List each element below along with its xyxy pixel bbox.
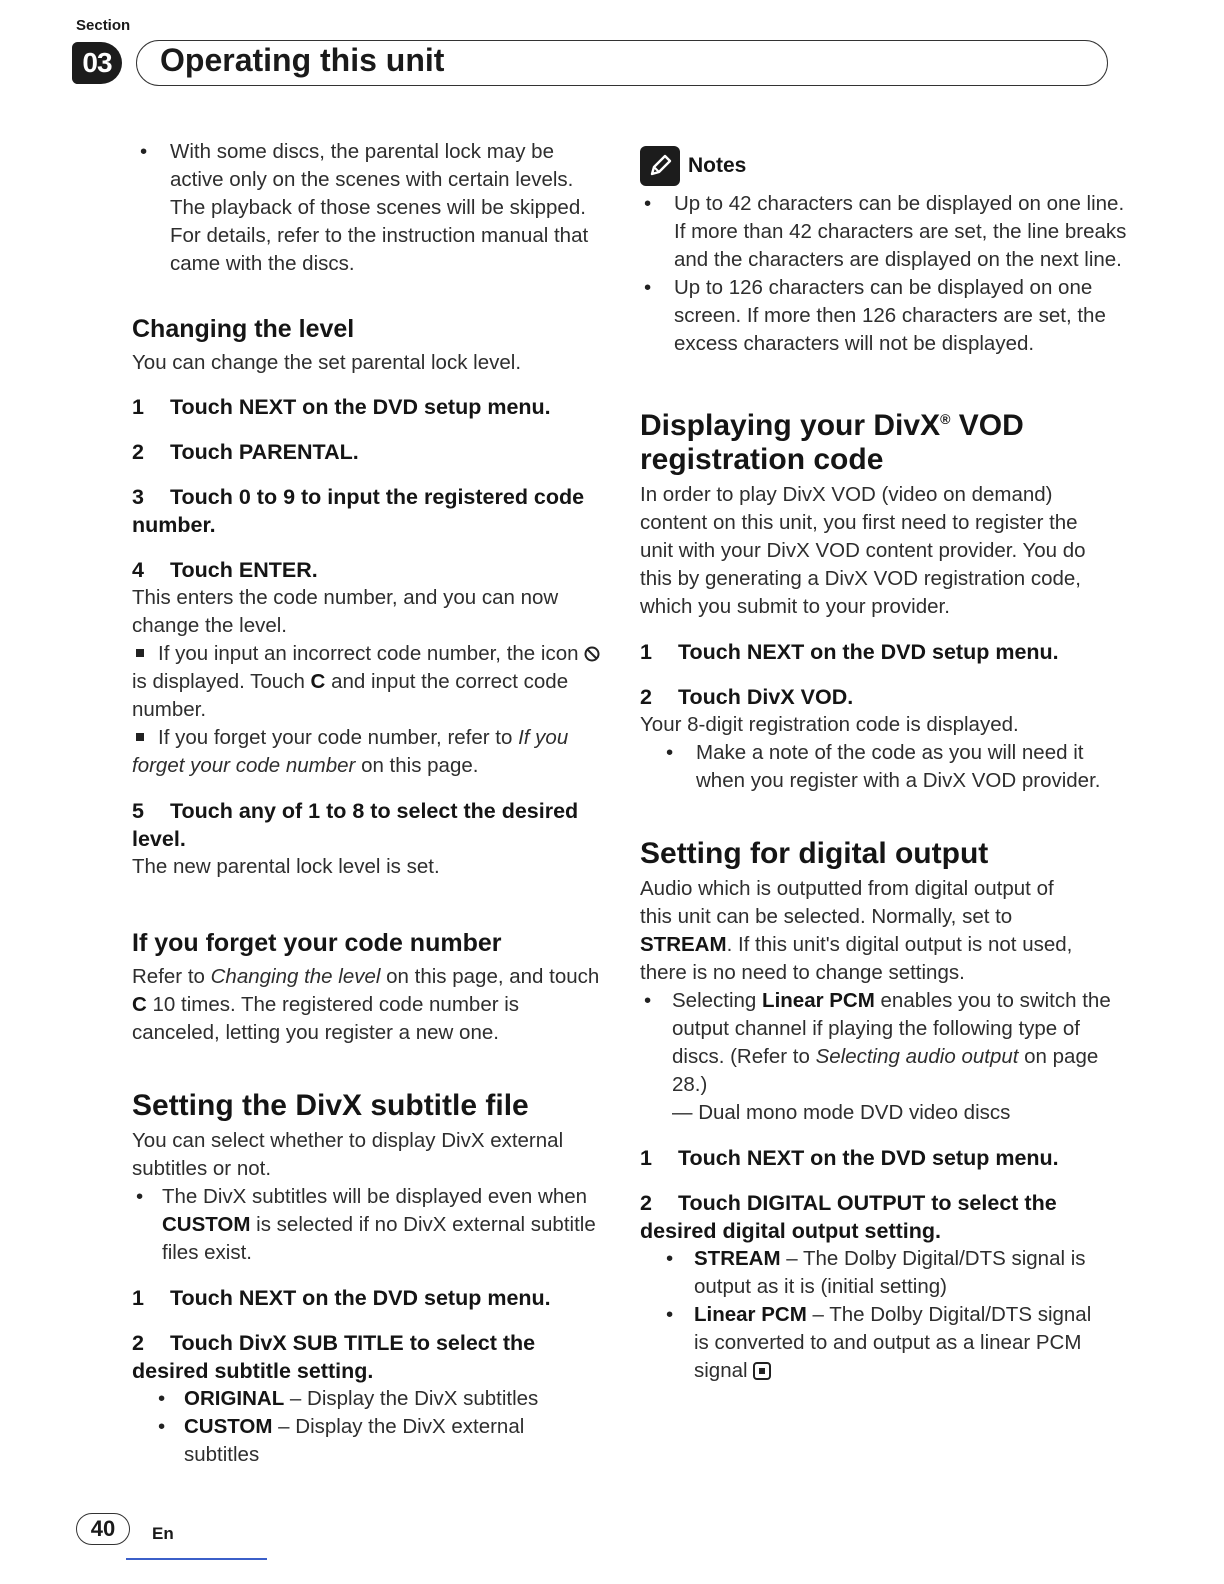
changing-level-step-3 — [132, 483, 602, 539]
step-number: 5 — [132, 799, 144, 823]
divx-vod-heading: Displaying your DivX® VOD registration code — [640, 409, 1024, 476]
divx-vod-step-1 — [640, 638, 1110, 666]
changing-level-heading: Changing the level — [132, 315, 355, 343]
subtitle-step-2 — [132, 1329, 602, 1385]
digital-output-step-2 — [640, 1189, 1106, 1245]
subtitle-bullet: • The DivX subtitles will be displayed even when CUSTOM is selected if no DivX external subtitle files exist. — [132, 1183, 602, 1267]
pencil-note-icon — [640, 146, 680, 186]
digital-option-stream: • STREAM – The Dolby Digital/DTS signal is output as it is (initial setting) — [640, 1245, 1094, 1301]
divx-vod-step-2 — [640, 683, 1110, 711]
note-2: • Up to 126 characters can be displayed on one screen. If more then 126 characters are set, the excess characters will not be displayed. — [640, 274, 1134, 358]
step-number: 1 — [132, 1286, 144, 1310]
language-code: En — [152, 1524, 174, 1543]
digital-output-heading: Setting for digital output — [640, 837, 989, 870]
changing-level-desc: You can change the set parental lock level. — [132, 351, 522, 374]
square-bullet-icon — [136, 649, 144, 657]
intro-bullet: • With some discs, the parental lock may be active only on the scenes with certain levels. The playback of those scenes will be skipped. For details, refer to the instruction manual that came with the discs. — [136, 138, 610, 278]
step-text: Touch NEXT on the DVD setup menu. — [170, 1286, 551, 1310]
forget-code-heading: If you forget your code number — [132, 929, 502, 957]
step-number: 2 — [132, 440, 144, 464]
digital-output-dash-item: — Dual mono mode DVD video discs — [672, 1101, 1011, 1124]
step-number: 2 — [640, 685, 652, 709]
step-number: 4 — [132, 558, 144, 582]
subtitle-option-original: • ORIGINAL – Display the DivX subtitles — [132, 1385, 602, 1413]
step-number: 2 — [640, 1191, 652, 1215]
subtitle-desc: You can select whether to display DivX external subtitles or not. — [132, 1129, 564, 1180]
changing-level-step-1 — [132, 393, 602, 421]
cross-reference: Changing the level — [210, 965, 381, 988]
prohibited-icon — [584, 646, 600, 662]
end-of-section-icon — [753, 1362, 771, 1380]
incorrect-code-note: If you input an incorrect code number, the icon is displayed. Touch C and input the correct code number. — [132, 640, 602, 724]
step-text: Touch DivX VOD. — [678, 685, 854, 709]
section-label: Section — [76, 17, 131, 34]
digital-output-bullet: • Selecting Linear PCM enables you to switch the output channel if playing the following type of discs. (Refer to Selecting audio output on page 28.) — [640, 987, 1112, 1099]
page-title: Operating this unit — [160, 42, 445, 78]
forget-code-note: If you forget your code number, refer to If you forget your code number on this page. — [132, 726, 569, 777]
divx-vod-desc: In order to play DivX VOD (video on demand) content on this unit, you first need to register the unit with your DivX VOD content provider. You do this by generating a DivX VOD registration code, which you submit to your provider. — [640, 483, 1086, 618]
changing-level-step-5 — [132, 797, 602, 853]
digital-output-step-1 — [640, 1144, 1110, 1172]
notes-label: Notes — [688, 154, 747, 177]
step-number: 1 — [640, 1146, 652, 1170]
digital-output-desc: Audio which is outputted from digital output of this unit can be selected. Normally, set to STREAM. If this unit's digital output is not used, there is no need to change settings. — [640, 877, 1073, 984]
step-text: Touch DivX SUB TITLE to select the desired subtitle setting. — [132, 1331, 536, 1383]
cross-reference: Selecting audio output — [815, 1045, 1019, 1068]
step-number: 2 — [132, 1331, 144, 1355]
square-bullet-icon — [136, 733, 144, 741]
note-1: • Up to 42 characters can be displayed on one line. If more than 42 characters are set, the line breaks and the characters are displayed on the next line. — [640, 190, 1134, 274]
digital-option-linear-pcm: • Linear PCM – The Dolby Digital/DTS signal is converted to and output as a linear PCM signal — [640, 1301, 1094, 1385]
notes-header — [640, 146, 1110, 186]
step-text: Touch ENTER. — [170, 558, 318, 582]
step-text: Touch 0 to 9 to input the registered code number. — [132, 485, 585, 537]
divx-vod-bullet: • Make a note of the code as you will need it when you register with a DivX VOD provider. — [640, 739, 1116, 795]
step-text: Touch PARENTAL. — [170, 440, 359, 464]
subtitle-step-1 — [132, 1284, 602, 1312]
forget-code-text: Refer to Changing the level on this page, and touch C 10 times. The registered code number is canceled, letting you register a new one. — [132, 965, 600, 1044]
cross-reference: If you forget your code number — [132, 726, 569, 777]
step-text: Touch NEXT on the DVD setup menu. — [678, 640, 1059, 664]
step-4-desc: This enters the code number, and you can now change the level. — [132, 586, 559, 637]
subtitle-option-custom: • CUSTOM – Display the DivX external subtitles — [132, 1413, 602, 1469]
left-column — [132, 138, 602, 1469]
right-column — [640, 146, 1127, 1385]
step-text: Touch any of 1 to 8 to select the desired level. — [132, 799, 579, 851]
section-number-badge: 03 — [72, 42, 122, 84]
step-5-desc: The new parental lock level is set. — [132, 855, 440, 878]
step-number: 1 — [132, 395, 144, 419]
step-number: 3 — [132, 485, 144, 509]
changing-level-step-4 — [132, 556, 602, 584]
step-text: Touch NEXT on the DVD setup menu. — [678, 1146, 1059, 1170]
step-text: Touch DIGITAL OUTPUT to select the desired digital output setting. — [640, 1191, 1057, 1243]
changing-level-step-2 — [132, 438, 602, 466]
subtitle-heading: Setting the DivX subtitle file — [132, 1089, 529, 1122]
footer-rule — [126, 1558, 267, 1560]
page-number: 40 — [76, 1513, 130, 1545]
divx-vod-step-2-desc: Your 8-digit registration code is displayed. — [640, 713, 1019, 736]
step-text: Touch NEXT on the DVD setup menu. — [170, 395, 551, 419]
step-number: 1 — [640, 640, 652, 664]
